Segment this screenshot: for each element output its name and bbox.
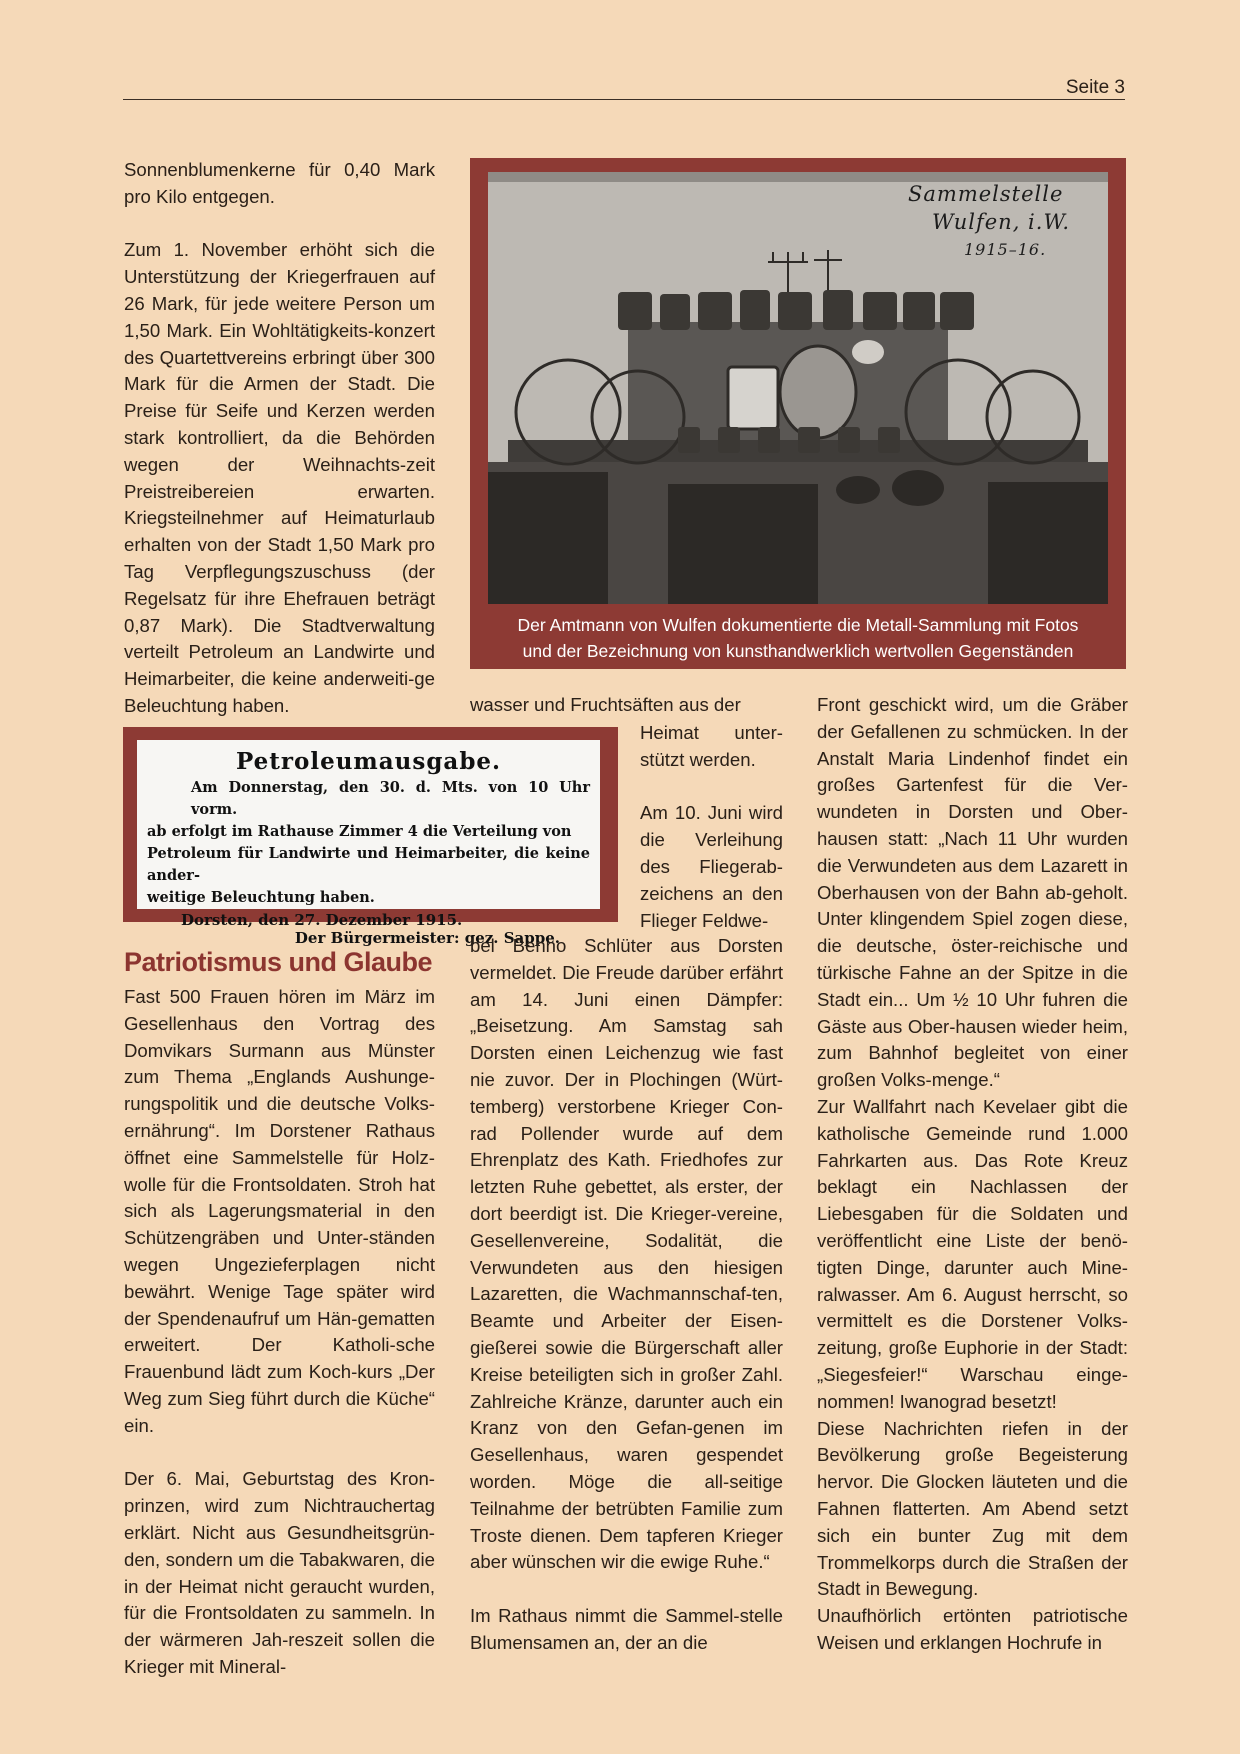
paragraph: Front geschickt wird, um die Gräber der Gefallenen zu schmücken. In der Anstalt Maria Lindenhof findet ein großes Gartenfest für die Ver-wundeten in Dorsten und Ober-hausen statt: „Nach 11 Uhr wurden die Verwundeten aus dem Lazarett in Oberhausen von der Bahn ab-geholt. Unter klingendem Spiel zogen diese, die deutsche, öster-reichische und türkische Fahne an der Spitze in die Stadt ein... Um ½ 10 Uhr fuhren die Gäste aus Ober-hausen wieder heim, zum Bahnhof begleitet von einer großen Volks-menge.“ <box>817 694 1128 1091</box>
paragraph: Der 6. Mai, Geburtstag des Kron-prinzen, wird zum Nichtrauchertag erklärt. Nicht aus Gesundheitsgrün-den, sondern um die Tabakwaren, die in der Heimat nicht geraucht wurden, für die Frontsoldaten zu sammeln. In der wärmeren Jah-reszeit sollen die Krieger mit Mineral- <box>124 1468 435 1677</box>
newspaper-clipping <box>123 727 618 947</box>
clipping-signature: Der Bürgermeister: gez. Sappe. <box>294 929 560 947</box>
paragraph: Unaufhörlich ertönten patriotische Weisen und erklangen Hochrufe in <box>817 1605 1128 1653</box>
paragraph: Zur Wallfahrt nach Kevelaer gibt die katholische Gemeinde rund 1.000 Fahrkarten aus. Das Rote Kreuz beklagt ein Nachlassen der Liebesgaben für die Soldaten und veröffentlicht eine Liste der benö-tigten Dinge, darunter auch Mine-ralwasser. Am 6. August herrscht, so vermittelt es die Dorstener Volks-zeitung, große Euphorie in der Stadt: „Siegesfeier!“ Warschau einge-nommen! Iwanograd besetzt! <box>817 1095 1128 1412</box>
photo-caption: Der Amtmann von Wulfen dokumentierte die Metall-Sammlung mit Fotos und der Bezeichnung von kunsthandwerklich wertvollen Gegenständen <box>517 615 1079 661</box>
paragraph: Zum 1. November erhöht sich die Unterstützung der Kriegerfrauen auf 26 Mark, für jede weitere Person um 1,50 Mark. Ein Wohltätigkeits-konzert des Quartettvereins erbringt über 300 Mark für die Armen der Stadt. Die Preise für Seife und Kerzen werden stark kontrolliert, da die Behörden wegen der Weihnachts-zeit Preistreibereien erwarten. Kriegsteilnehmer auf Heimaturlaub erhalten von der Stadt 1,50 Mark pro Tag Verpflegungszuschuss (der Regelsatz für ihre Ehefrauen beträgt 0,87 Mark). Die Stadtverwaltung verteilt Petroleum an Landwirte und Heimarbeiter, die keine anderweiti-ge Beleuchtung haben. <box>124 239 435 716</box>
right-column <box>817 692 1128 1657</box>
clipping-date: Dorsten, den 27. Dezember 1915. <box>181 911 463 929</box>
mid-column <box>470 933 783 1657</box>
left-column-top <box>124 157 435 720</box>
clipping-title: Petroleumausgabe. <box>235 748 502 775</box>
clipping-paper <box>137 740 600 947</box>
paragraph: bel Benno Schlüter aus Dorsten vermeldet. Die Freude darüber erfährt am 14. Juni einen Dämpfer: „Beisetzung. Am Samstag sah Dorsten einen Leichenzug wie fast nie zuvor. Der in Plochingen (Würt-temberg) verstorbene Krieger Con-rad Pollender wurde auf dem Ehrenplatz des Kath. Friedhofes zur letzten Ruhe gebettet, als erster, der dort beerdigt ist. Die Krieger-vereine, Gesellenvereine, Sodalität, die Verwundeten aus den hiesigen Lazaretten, die Wachmannschaf-ten, Beamte und Arbeiter der Eisen-gießerei sowie die Bürgerschaft aller Kreise beteiligten sich in großer Zahl. Zahlreiche Kränze, darunter auch ein Kranz von den Gefan-genen im Gesellenhaus, waren gespendet worden. Möge die all-seitige Teilnahme der betrübten Familie zum Troste dienen. Dem tapferen Krieger aber wünschen wir die ewige Ruhe.“ <box>470 935 783 1573</box>
left-column-bottom <box>124 984 435 1681</box>
paragraph: Sonnenblumenkerne für 0,40 Mark pro Kilo entgegen. <box>124 159 435 207</box>
page-number: Seite 3 <box>1065 77 1125 98</box>
clipping-body: Am Donnerstag, den 30. d. Mts. von 10 Uhr vorm. ab erfolgt im Rathause Zimmer 4 die Verteilung von Petroleum für Landwirte und Heimarbeiter, die keine ander- weitige Beleuchtung haben. <box>147 779 590 906</box>
paragraph: Diese Nachrichten riefen in der Bevölkerung große Begeisterung hervor. Die Glocken läuteten und die Fahnen flatterten. Am Abend setzt sich ein bunter Zug mit dem Trommelkorps durch die Straßen der Stadt in Bewegung. <box>817 1417 1128 1600</box>
section-heading: Patriotismus und Glaube <box>124 947 433 977</box>
paragraph: Im Rathaus nimmt die Sammel-stelle Blumensamen an, der an die <box>470 1604 783 1653</box>
mid-column-first-line: wasser und Fruchtsäften aus der <box>470 694 741 715</box>
paragraph: Fast 500 Frauen hören im März im Gesellenhaus den Vortrag des Domvikars Surmann aus Münster zum Thema „Englands Aushunge-rungspolitik und die deutsche Volks-ernährung“. Im Dorstener Rathaus öffnet eine Sammelstelle für Holz-wolle für die Frontsoldaten. Stroh hat sich als Lagerungsmaterial in den Schützengräben und Unter-ständen wegen Ungezieferplagen nicht bewährt. Wenige Tage später wird der Spendenaufruf um Hän-gematten erweitert. Der Katholi-sche Frauenbund lädt zum Koch-kurs „Der Weg zum Sieg führt durch die Küche“ ein. <box>124 986 435 1436</box>
mid-column-inset: Heimat unter-stützt werden. Am 10. Juni wird die Verleihung des Fliegerab-zeichens an den Flieger Feldwe- <box>640 722 783 931</box>
photo-handwritten-label: Sammelstelle Wulfen, i.W. 1915–16. <box>908 182 1071 259</box>
collection-photo <box>488 172 1108 604</box>
photo-figure <box>470 158 1126 669</box>
header-rule <box>123 99 1125 100</box>
